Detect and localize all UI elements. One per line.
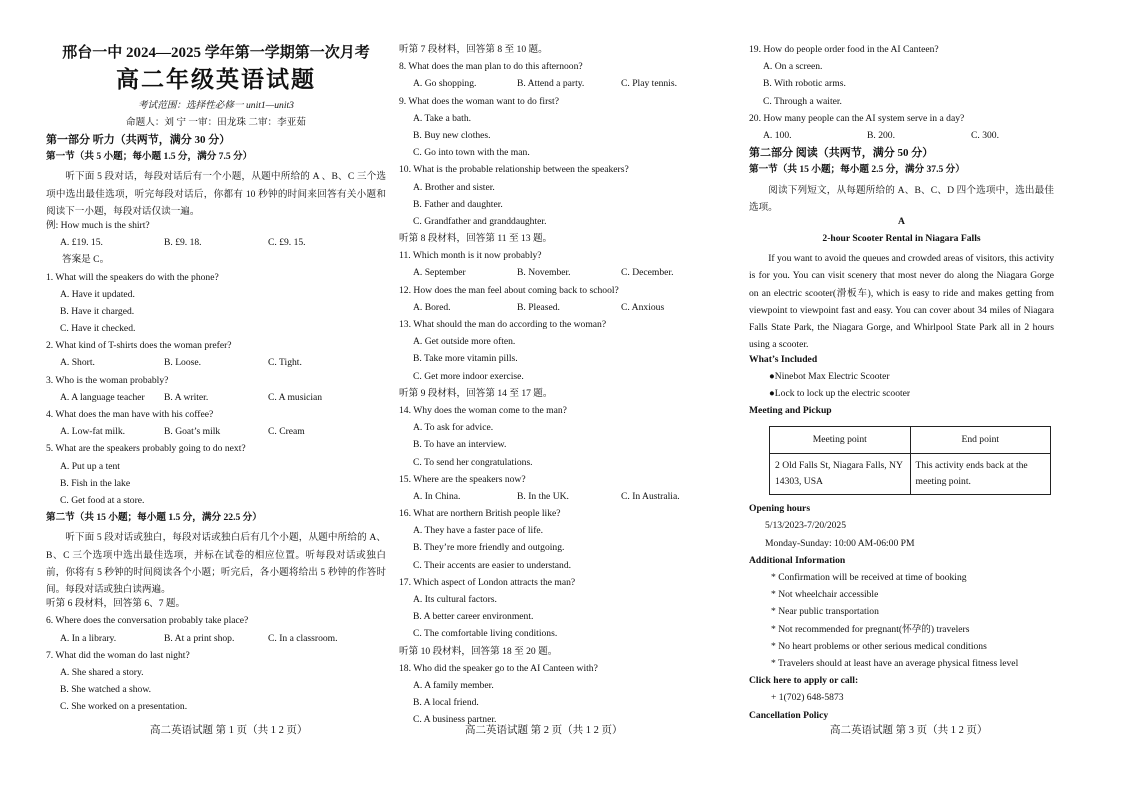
question: 8. What does the man plan to do this afternoon? [399,61,583,73]
section-heading: 第一节（共 15 小题；每小题 2.5 分，满分 37.5 分） [749,164,965,176]
material-note: 听第 10 段材料，回答第 18 至 20 题。 [399,645,558,657]
table-cell: 2 Old Falls St, Niagara Falls, NY 14303, USA [770,454,911,495]
option: B. Father and daughter. [413,198,503,210]
options-row [749,130,1054,147]
option: C. She worked on a presentation. [60,701,188,713]
option: A. Get outside more often. [413,336,516,348]
table-cell: This activity ends back at the meeting point. [910,454,1051,495]
additional-item: * Travelers should at least have an average physical fitness level [771,657,1019,669]
material-note: 听第 9 段材料，回答第 14 至 17 题。 [399,387,553,399]
option: C. Through a waiter. [763,95,842,107]
options-row [399,302,729,319]
apply-heading: Click here to apply or call: [749,675,859,687]
table-header: End point [910,427,1051,454]
cancellation-heading: Cancellation Policy [749,709,829,721]
question: 14. Why does the woman come to the man? [399,404,567,416]
option: A. Brother and sister. [413,181,495,193]
option: A. Short. [60,357,95,369]
question: 12. How does the man feel about coming back to school? [399,284,619,296]
options-row [46,633,386,650]
option: A. She shared a story. [60,666,144,678]
option: B. £9. 18. [164,237,202,249]
additional-item: * Near public transportation [771,606,879,618]
option: A. To ask for advice. [413,422,494,434]
additional-item: * Not recommended for pregnant(怀孕的) travelers [771,623,970,635]
page-column-3 [749,44,1054,727]
option: A. Its cultural factors. [413,594,497,605]
material-note: 听第 8 段材料，回答第 11 至 13 题。 [399,233,553,245]
instructions: 听下面 5 段对话或独白，每段对话或独白后有几个小题，从题中所给的 A、B、C 三个选项中选出最佳选项，并标在试卷的相应位置。听每段对话或独白前，你将有 5 秒钟的时间阅读各个小题；听完后，各小题将给出 5 秒钟的作答时间。每段对话或独白读两遍。 [46,532,386,595]
exam-header: 邢台一中 2024—2025 学年第一学期第一次月考 [62,45,370,61]
option: C. Tight. [268,357,302,369]
question: 20. How many people can the AI system serve in a day? [749,112,965,124]
question: 15. Where are the speakers now? [399,473,526,485]
option: A. In China. [413,490,461,502]
hours-heading: Opening hours [749,503,811,515]
question: 3. Who is the woman probably? [46,374,169,386]
part-heading: 第二部分 阅读（共两节，满分 50 分） [749,147,934,160]
option: B. In the UK. [517,490,569,502]
option: B. Pleased. [517,301,560,313]
option: B. Have it charged. [60,305,135,317]
section-heading: 第一节（共 5 小题；每小题 1.5 分，满分 7.5 分） [46,151,253,163]
additional-heading: Additional Information [749,554,846,566]
question: 17. Which aspect of London attracts the man? [399,576,576,588]
exam-scope: 考试范围：选择性必修一 unit1—unit3 [138,99,294,111]
options-row [46,392,386,409]
option: A. Bored. [413,301,451,313]
option: B. Goat’s milk [164,426,221,438]
exam-title: 高二年级英语试题 [116,67,316,92]
question: 5. What are the speakers probably going to do next? [46,443,246,455]
example-answer: 答案是 C。 [62,254,110,266]
hours-item: 5/13/2023-7/20/2025 [765,520,847,532]
option: C. Grandfather and granddaughter. [413,215,547,227]
included-item: ●Ninebot Max Electric Scooter [769,370,890,382]
option: C. In a classroom. [268,632,338,644]
option: B. Buy new clothes. [413,129,491,141]
options-row [399,491,729,508]
page-footer: 高二英语试题 第 1 页（共 1 2 页） [150,725,308,736]
option: A. September [413,267,466,279]
material-note: 听第 6 段材料，回答第 6、7 题。 [46,598,186,610]
page-column-1 [46,44,386,718]
option: B. Loose. [164,357,202,369]
option: C. To send her congratulations. [413,456,533,468]
question: 6. Where does the conversation probably take place? [46,615,249,627]
section-heading: 第二节（共 15 小题；每小题 1.5 分，满分 22.5 分） [46,512,262,524]
option: A. They have a faster pace of life. [413,525,544,537]
option: B. Fish in the lake [60,477,131,489]
part-heading: 第一部分 听力（共两节，满分 30 分） [46,133,231,146]
options-row [399,267,729,284]
option: A. Go shopping. [413,78,477,90]
exam-authors: 命题人：刘 宁 一审：田龙珠 二审：李亚茹 [126,116,306,128]
example-question: 例: How much is the shirt? [46,219,150,231]
passage-paragraph: If you want to avoid the queues and crowded areas of visitors, this activity is for you. You can visit scenery that most never do along the Niagara Gorge on an electric scooter(滑板车), which is easy to ride and makes getting from viewpoint to viewpoint fast and easy. You can cover about 34 miles of Niagara Falls State Park, the Niagara Gorge, and Whirlpool State Park all in 2 hours using a scooter. [749,253,1054,351]
option: A. Low-fat milk. [60,426,126,438]
included-item: ●Lock to lock up the electric scooter [769,387,911,399]
option: C. December. [621,267,674,279]
option: B. A writer. [164,391,209,403]
question: 18. Who did the speaker go to the AI Canteen with? [399,662,598,674]
option: B. A better career environment. [413,611,534,623]
question: 10. What is the probable relationship between the speakers? [399,164,629,176]
table-header: Meeting point [770,427,911,454]
options-row [46,237,386,254]
option: C. Go into town with the man. [413,147,530,159]
option: C. Play tennis. [621,78,677,90]
option: A. In a library. [60,632,117,644]
option: A. £19. 15. [60,237,103,249]
question: 13. What should the man do according to the woman? [399,319,607,330]
option: C. In Australia. [621,490,680,502]
included-heading: What’s Included [749,353,818,365]
question: 2. What kind of T-shirts does the woman prefer? [46,340,232,352]
page-column-2 [399,44,729,732]
option: C. Get more indoor exercise. [413,370,524,382]
option: B. 200. [867,129,895,141]
option: C. Anxious [621,301,665,313]
options-row [46,357,386,374]
option: A. Put up a tent [60,460,120,472]
option: C. A business partner. [413,714,497,726]
question: 16. What are northern British people like? [399,508,561,520]
option: B. Attend a party. [517,78,585,90]
option: A. Take a bath. [413,112,472,124]
option: B. A local friend. [413,697,479,709]
option: B. They’re more friendly and outgoing. [413,542,565,554]
question: 19. How do people order food in the AI Canteen? [749,44,939,55]
option: C. £9. 15. [268,237,306,249]
option: A. Have it updated. [60,288,135,300]
option: B. At a print shop. [164,632,235,644]
question: 9. What does the woman want to do first? [399,95,559,107]
option: C. 300. [971,129,999,141]
option: B. Take more vitamin pills. [413,353,518,365]
meeting-table [769,426,1051,495]
option: C. Cream [268,426,305,438]
material-note: 听第 7 段材料，回答第 8 至 10 题。 [399,44,548,55]
option: C. Have it checked. [60,323,136,335]
option: A. 100. [763,129,792,141]
question: 1. What will the speakers do with the phone? [46,271,219,283]
option: C. The comfortable living conditions. [413,628,558,640]
option: B. November. [517,267,571,279]
passage-letter: A [898,215,905,227]
hours-item: Monday-Sunday: 10:00 AM-06:00 PM [765,537,915,549]
option: B. To have an interview. [413,439,507,451]
option: C. Get food at a store. [60,494,145,506]
options-row [46,426,386,443]
meeting-heading: Meeting and Pickup [749,405,832,417]
question: 4. What does the man have with his coffee? [46,409,214,421]
option: A. A family member. [413,679,494,691]
option: A. A language teacher [60,391,145,403]
option: A. On a screen. [763,61,823,73]
phone-number: + 1(702) 648-5873 [771,692,844,704]
question: 11. Which month is it now probably? [399,250,542,262]
option: B. With robotic arms. [763,78,846,90]
instructions: 听下面 5 段对话，每段对话后有一个小题，从题中所给的 A 、B、C 三个选项中选出最佳选项，听完每段对话后，你都有 10 秒钟的时间来回答有关小题和阅读下一小题，每段对话仅读一遍。 [46,171,386,217]
instructions: 阅读下列短文，从每题所给的 A、B、C、D 四个选项中，选出最佳选项。 [749,184,1054,213]
option: C. Their accents are easier to understand. [413,559,572,571]
question: 7. What did the woman do last night? [46,649,190,661]
additional-item: * Confirmation will be received at time of booking [771,572,967,583]
additional-item: * Not wheelchair accessible [771,589,879,601]
page-footer: 高二英语试题 第 3 页（共 1 2 页） [830,725,988,736]
option: B. She watched a show. [60,684,152,696]
additional-item: * No heart problems or other serious medical conditions [771,640,987,652]
option: C. A musician [268,391,323,403]
page-footer: 高二英语试题 第 2 页（共 1 2 页） [465,725,623,736]
passage-title: 2-hour Scooter Rental in Niagara Falls [822,233,981,245]
options-row [399,78,729,95]
